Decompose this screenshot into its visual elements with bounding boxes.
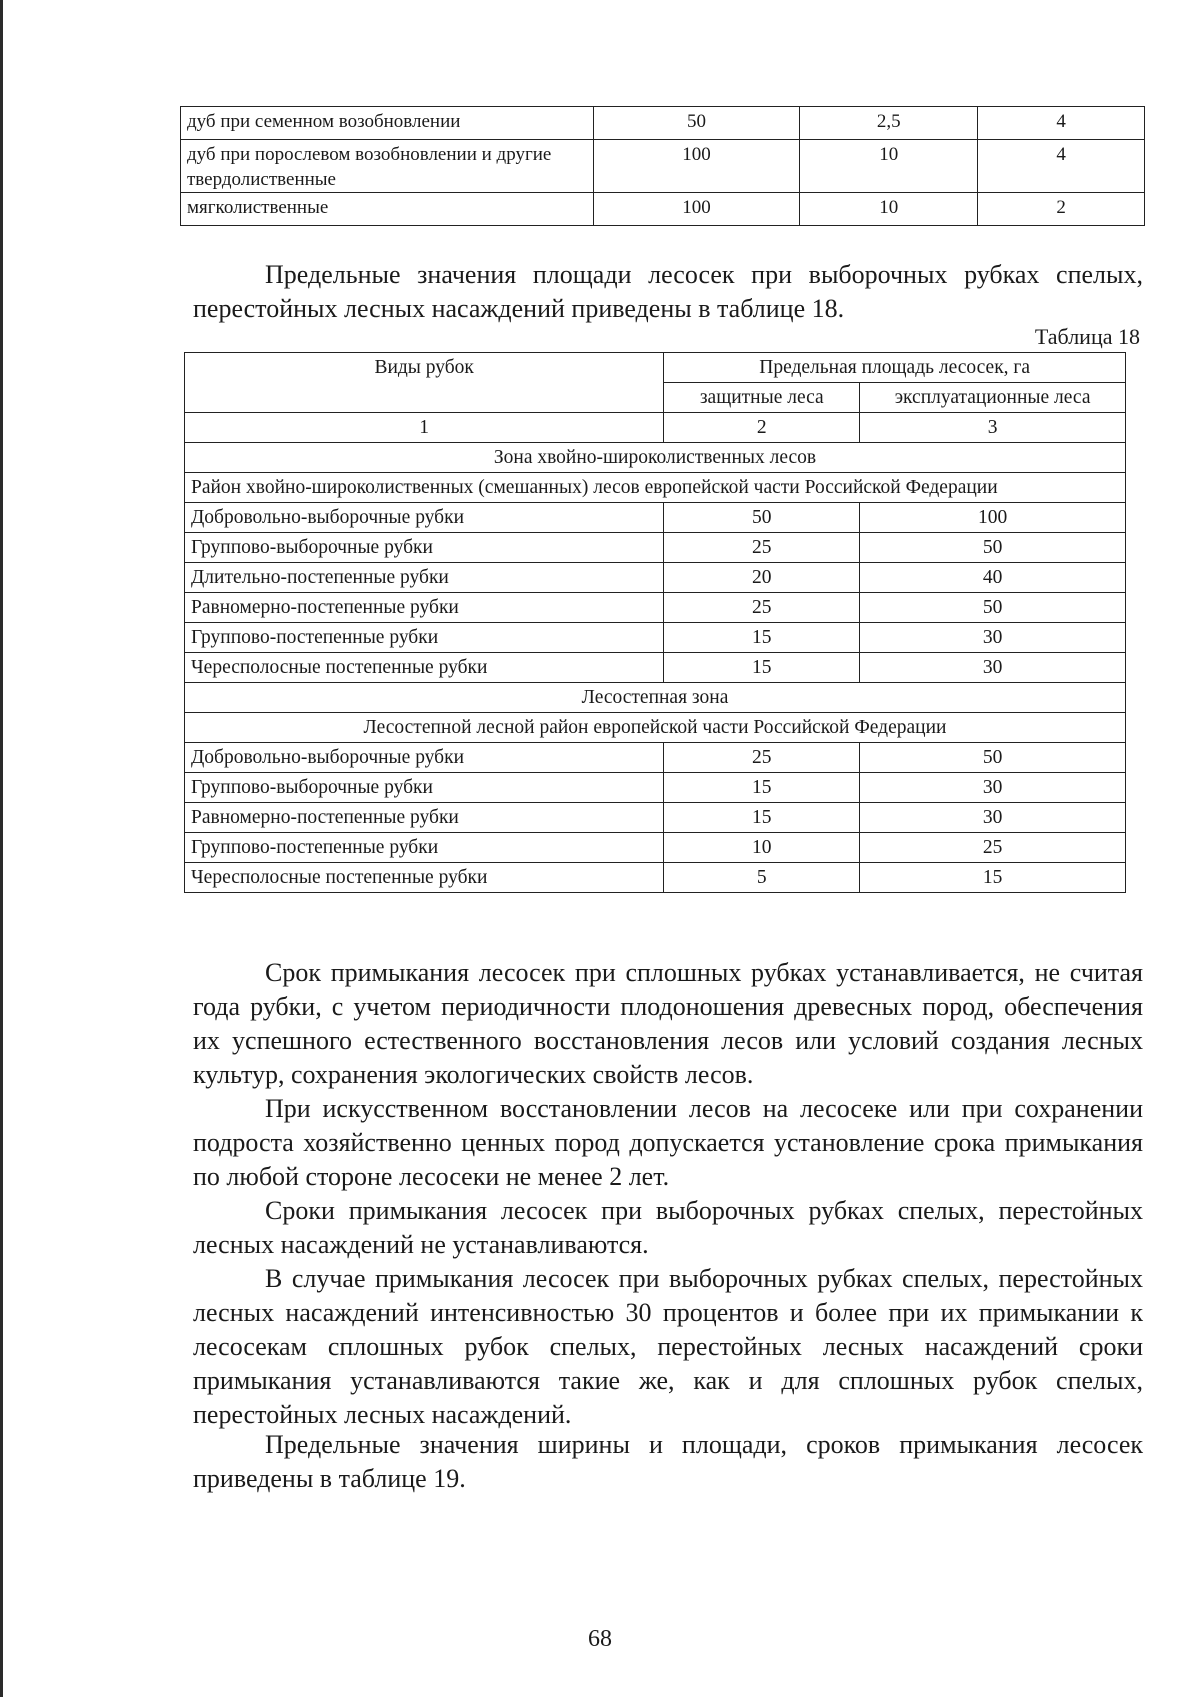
region-title: Район хвойно-широколиственных (смешанных) лесов европейской части Российской Федерации — [185, 473, 1126, 503]
zone-row — [185, 683, 1126, 713]
table-cell: 5 — [664, 863, 860, 893]
table-cell: Группово-постепенные рубки — [185, 833, 664, 863]
zone-title: Зона хвойно-широколиственных лесов — [185, 443, 1126, 473]
table-cell: 30 — [860, 803, 1126, 833]
paragraph-3: Сроки примыкания лесосек при выборочных рубках спелых, перестойных лесных насаждений не устанавливаются. — [193, 1196, 1143, 1259]
table-18-label: Таблица 18 — [1034, 324, 1140, 349]
table-cell: 30 — [860, 773, 1126, 803]
table-cell: 2,5 — [800, 107, 978, 140]
table-cell: 40 — [860, 563, 1126, 593]
zone-title: Лесостепная зона — [185, 683, 1126, 713]
table-cell: 15 — [664, 803, 860, 833]
header-cell-exploitation: эксплуатационные леса — [860, 383, 1126, 413]
table-cell: Чересполосные постепенные рубки — [185, 863, 664, 893]
table-cell: Группово-выборочные рубки — [185, 533, 664, 563]
paragraph-2: При искусственном восстановлении лесов на лесосеке или при сохранении подроста хозяйственно ценных пород допускается установление срока примыкания по любой стороне лесосеки не менее 2 лет. — [193, 1094, 1143, 1191]
table-cell: 25 — [664, 593, 860, 623]
table-row — [185, 593, 1126, 623]
table-cell: 15 — [664, 623, 860, 653]
table-row — [185, 833, 1126, 863]
table-cell: Группово-постепенные рубки — [185, 623, 664, 653]
table-row — [181, 193, 1145, 226]
table-cell: 50 — [860, 743, 1126, 773]
table-cell: Добровольно-выборочные рубки — [185, 743, 664, 773]
table-cell: 15 — [664, 773, 860, 803]
table-cell: 4 — [978, 140, 1145, 193]
numbering-row — [185, 413, 1126, 443]
table-row — [185, 653, 1126, 683]
table-cell: 2 — [664, 413, 860, 443]
region-row — [185, 713, 1126, 743]
table-cell: 50 — [593, 107, 800, 140]
table-cell: 3 — [860, 413, 1126, 443]
table-cell: мягколиственные — [181, 193, 594, 226]
paragraph-5: Предельные значения ширины и площади, сроков примыкания лесосек приведены в таблице 19. — [193, 1430, 1143, 1493]
table-cell: 10 — [800, 193, 978, 226]
table-cell: 50 — [860, 533, 1126, 563]
table-cell: Длительно-постепенные рубки — [185, 563, 664, 593]
table-cell: 25 — [664, 743, 860, 773]
table-cell: 100 — [860, 503, 1126, 533]
table-row — [185, 533, 1126, 563]
table-cell: 30 — [860, 653, 1126, 683]
table-row — [185, 503, 1126, 533]
table-18 — [184, 352, 1126, 893]
table-cell: 100 — [593, 140, 800, 193]
intro-paragraph: Предельные значения площади лесосек при выборочных рубках спелых, перестойных лесных насаждений приведены в таблице 18. — [193, 260, 1143, 323]
table-row — [185, 563, 1126, 593]
table-cell: дуб при семенном возобновлении — [181, 107, 594, 140]
top-table — [180, 106, 1145, 226]
table-cell: Чересполосные постепенные рубки — [185, 653, 664, 683]
table-row — [181, 140, 1145, 193]
table-row — [185, 623, 1126, 653]
table-cell: 25 — [860, 833, 1126, 863]
table-cell: Добровольно-выборочные рубки — [185, 503, 664, 533]
table-cell: 10 — [664, 833, 860, 863]
table-cell: 2 — [978, 193, 1145, 226]
table-row — [185, 743, 1126, 773]
header-cell-protective: защитные леса — [664, 383, 860, 413]
table-cell: Группово-выборочные рубки — [185, 773, 664, 803]
table-cell: 100 — [593, 193, 800, 226]
table-cell: Равномерно-постепенные рубки — [185, 593, 664, 623]
zone-row — [185, 443, 1126, 473]
table-row — [185, 773, 1126, 803]
table-cell: 30 — [860, 623, 1126, 653]
scan-edge — [0, 0, 3, 1697]
paragraph-1: Срок примыкания лесосек при сплошных рубках устанавливается, не считая года рубки, с учетом периодичности плодоношения древесных пород, обеспечения их успешного естественного восстановления лесов или условий создания лесных культур, сохранения экологических свойств лесов. — [193, 958, 1143, 1089]
table-cell: 50 — [664, 503, 860, 533]
paragraph-4: В случае примыкания лесосек при выборочных рубках спелых, перестойных лесных насаждений интенсивностью 30 процентов и более при их примыкании к лесосекам сплошных рубок спелых, перестойных лесных насаждений сроки примыкания устанавливаются такие же, как и для сплошных рубок спелых, перестойных лесных насаждений. — [193, 1264, 1143, 1429]
table-row — [185, 803, 1126, 833]
table-cell: 20 — [664, 563, 860, 593]
region-row — [185, 473, 1126, 503]
table-cell: 15 — [860, 863, 1126, 893]
table-row — [181, 107, 1145, 140]
header-cell-kinds: Виды рубок — [185, 353, 664, 413]
table-cell: 15 — [664, 653, 860, 683]
table-cell: дуб при порослевом возобновлении и другие твердолиственные — [181, 140, 594, 193]
table-cell: 1 — [185, 413, 664, 443]
table-row — [185, 863, 1126, 893]
table-cell: 25 — [664, 533, 860, 563]
table-cell: 4 — [978, 107, 1145, 140]
header-cell-group: Предельная площадь лесосек, га — [664, 353, 1126, 383]
region-title: Лесостепной лесной район европейской части Российской Федерации — [185, 713, 1126, 743]
table-cell: Равномерно-постепенные рубки — [185, 803, 664, 833]
table-header-row — [185, 353, 1126, 383]
table-cell: 10 — [800, 140, 978, 193]
table-cell: 50 — [860, 593, 1126, 623]
page-number: 68 — [588, 1626, 612, 1652]
